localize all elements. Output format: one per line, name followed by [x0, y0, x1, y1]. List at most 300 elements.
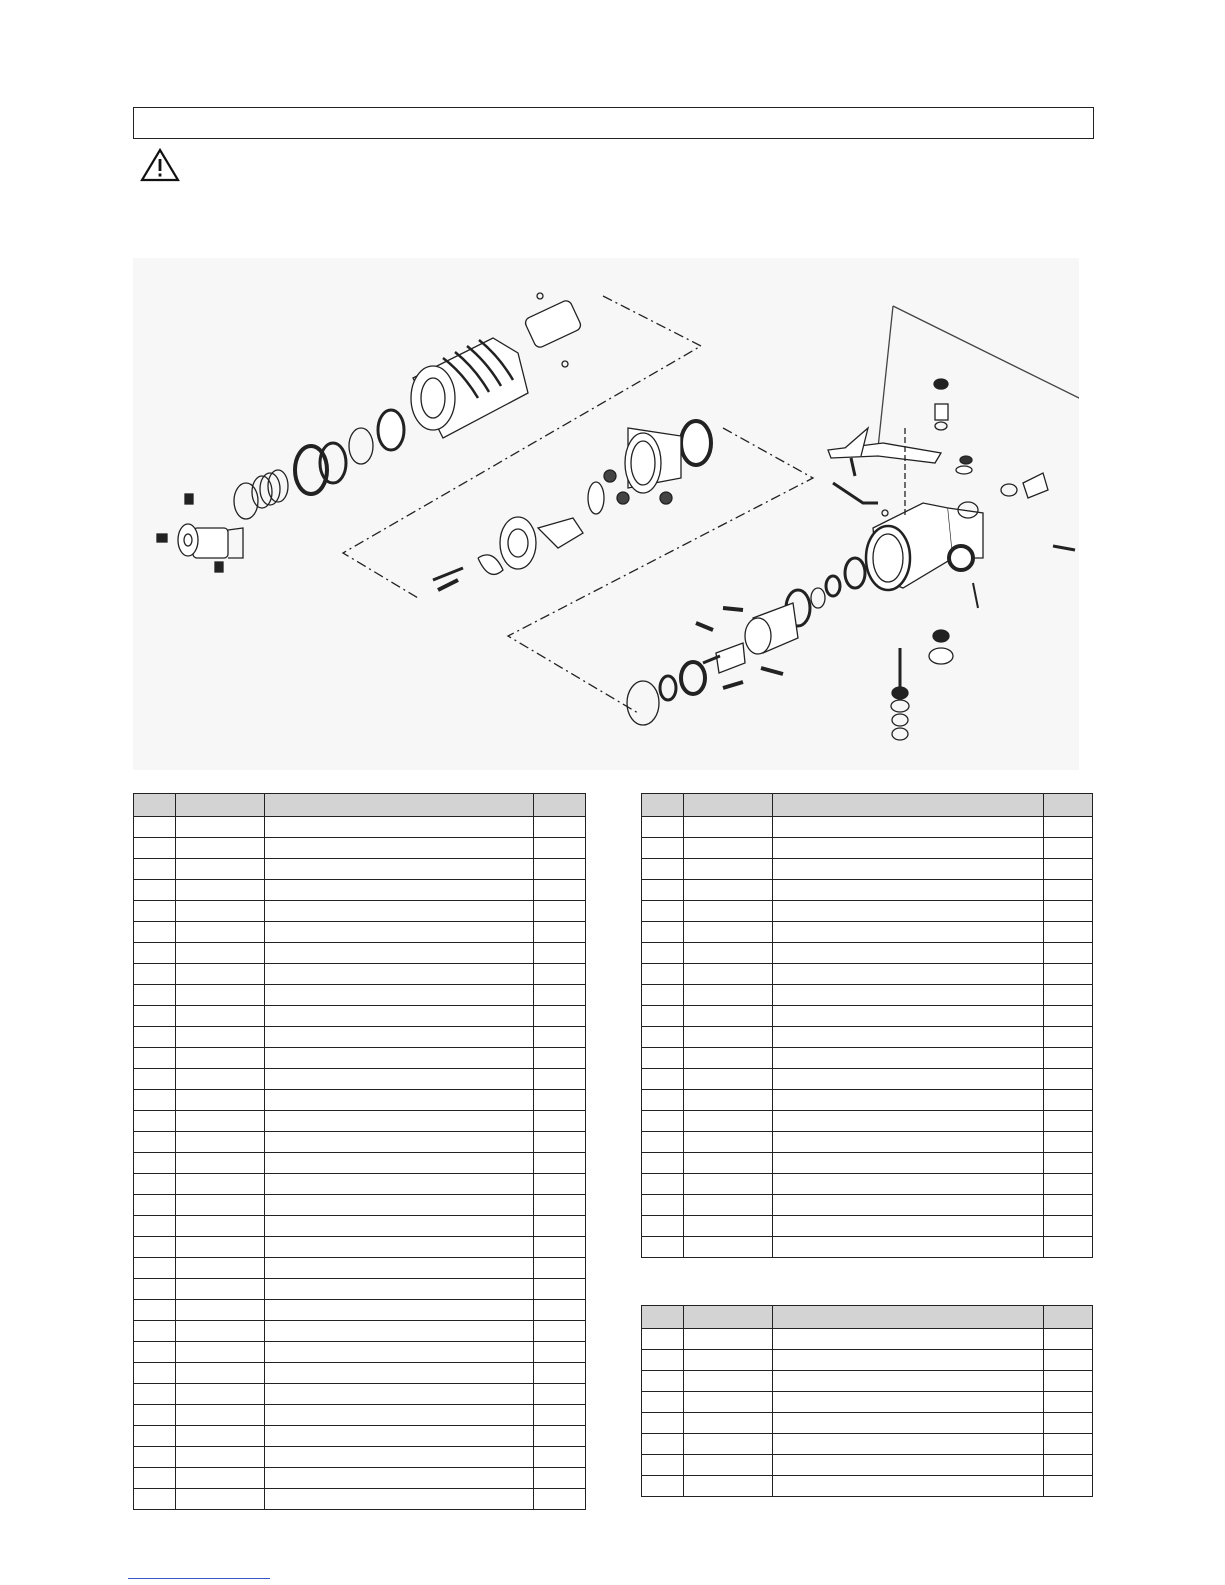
- table-row: [642, 838, 1093, 859]
- table-cell: [642, 838, 684, 859]
- table-cell: [773, 964, 1044, 985]
- table-cell: [684, 1174, 773, 1195]
- table-cell: [642, 1455, 684, 1476]
- table-cell: [1044, 1237, 1093, 1258]
- table-cell: [684, 1434, 773, 1455]
- table-cell: [534, 1426, 586, 1447]
- table-cell: [684, 859, 773, 880]
- table-cell: [134, 1258, 176, 1279]
- table-row: [642, 901, 1093, 922]
- table-cell: [176, 964, 265, 985]
- table-cell: [773, 1455, 1044, 1476]
- link-underline: [128, 1578, 270, 1579]
- table-cell: [642, 1132, 684, 1153]
- table-cell: [534, 1321, 586, 1342]
- table-row: [134, 817, 586, 838]
- table-row: [134, 1069, 586, 1090]
- table-row: [642, 1006, 1093, 1027]
- table-row: [134, 901, 586, 922]
- table-header: [134, 794, 586, 817]
- table-cell: [773, 1090, 1044, 1111]
- table-cell: [773, 922, 1044, 943]
- table-cell: [642, 901, 684, 922]
- table-cell: [176, 817, 265, 838]
- table-cell: [684, 1413, 773, 1434]
- table-cell: [134, 1384, 176, 1405]
- table-cell: [534, 1132, 586, 1153]
- table-cell: [265, 880, 534, 901]
- table-cell: [265, 1006, 534, 1027]
- table-cell: [684, 1455, 773, 1476]
- table-cell: [134, 1006, 176, 1027]
- table-row: [642, 817, 1093, 838]
- table-cell: [773, 880, 1044, 901]
- table-cell: [773, 1216, 1044, 1237]
- table-cell: [684, 880, 773, 901]
- table-cell: [1044, 1174, 1093, 1195]
- table-cell: [265, 1258, 534, 1279]
- table-cell: [134, 1489, 176, 1510]
- table-row: [642, 1413, 1093, 1434]
- table-cell: [684, 1132, 773, 1153]
- table-cell: [1044, 1434, 1093, 1455]
- table-cell: [1044, 1048, 1093, 1069]
- table-row: [642, 964, 1093, 985]
- table-cell: [684, 1111, 773, 1132]
- table-cell: [642, 1006, 684, 1027]
- table-row: [134, 859, 586, 880]
- table-cell: [176, 1237, 265, 1258]
- table-cell: [642, 1371, 684, 1392]
- table-row: [134, 985, 586, 1006]
- table-cell: [134, 817, 176, 838]
- table-cell: [1044, 1195, 1093, 1216]
- table-cell: [534, 838, 586, 859]
- table-row: [134, 1153, 586, 1174]
- table-cell: [265, 1447, 534, 1468]
- table-row: [642, 1216, 1093, 1237]
- table-cell: [534, 1447, 586, 1468]
- table-cell: [1044, 901, 1093, 922]
- table-cell: [265, 1384, 534, 1405]
- table-row: [642, 1153, 1093, 1174]
- table-row: [134, 1363, 586, 1384]
- table-cell: [773, 1350, 1044, 1371]
- table-cell: [534, 859, 586, 880]
- table-cell: [534, 1468, 586, 1489]
- table-row: [134, 1237, 586, 1258]
- table-cell: [176, 922, 265, 943]
- table-header: [642, 1306, 1093, 1329]
- table-cell: [773, 1476, 1044, 1497]
- table-cell: [773, 1237, 1044, 1258]
- table-cell: [1044, 1413, 1093, 1434]
- table-cell: [265, 1069, 534, 1090]
- table-cell: [134, 1468, 176, 1489]
- table-cell: [134, 1069, 176, 1090]
- table-cell: [684, 943, 773, 964]
- table-cell: [176, 838, 265, 859]
- table-cell: [1044, 1027, 1093, 1048]
- table-cell: [534, 1027, 586, 1048]
- table-cell: [176, 1384, 265, 1405]
- table-cell: [642, 1027, 684, 1048]
- table-cell: [265, 859, 534, 880]
- table-cell: [134, 922, 176, 943]
- table-row: [642, 859, 1093, 880]
- table-cell: [534, 964, 586, 985]
- table-cell: [642, 1237, 684, 1258]
- table-cell: [534, 1237, 586, 1258]
- table-cell: [773, 985, 1044, 1006]
- table-cell: [684, 1006, 773, 1027]
- table-cell: [176, 1090, 265, 1111]
- table-row: [642, 1476, 1093, 1497]
- table-row: [134, 1405, 586, 1426]
- table-cell: [684, 1069, 773, 1090]
- table-cell: [642, 1174, 684, 1195]
- table-cell: [642, 1153, 684, 1174]
- table-cell: [534, 922, 586, 943]
- table-cell: [265, 964, 534, 985]
- table-cell: [134, 964, 176, 985]
- table-row: [134, 1027, 586, 1048]
- table-cell: [534, 1342, 586, 1363]
- table-cell: [176, 1447, 265, 1468]
- table-cell: [176, 1027, 265, 1048]
- table-cell: [265, 1048, 534, 1069]
- table-row: [642, 1392, 1093, 1413]
- table-cell: [176, 1426, 265, 1447]
- table-cell: [1044, 838, 1093, 859]
- table-cell: [176, 943, 265, 964]
- table-cell: [534, 1090, 586, 1111]
- table-cell: [534, 1279, 586, 1300]
- table-cell: [773, 1434, 1044, 1455]
- table-cell: [176, 1300, 265, 1321]
- table-cell: [265, 1174, 534, 1195]
- table-cell: [773, 1048, 1044, 1069]
- table-cell: [642, 1476, 684, 1497]
- table-row: [134, 1006, 586, 1027]
- table-cell: [176, 901, 265, 922]
- table-row: [642, 880, 1093, 901]
- table-row: [134, 1468, 586, 1489]
- table-cell: [642, 1216, 684, 1237]
- table-cell: [1044, 1392, 1093, 1413]
- table-cell: [1044, 1350, 1093, 1371]
- table-cell: [265, 1321, 534, 1342]
- table-cell: [1044, 985, 1093, 1006]
- table-cell: [134, 1174, 176, 1195]
- table-cell: [773, 1132, 1044, 1153]
- table-cell: [1044, 1090, 1093, 1111]
- table-cell: [1044, 943, 1093, 964]
- table-cell: [773, 817, 1044, 838]
- table-cell: [773, 1329, 1044, 1350]
- table-cell: [176, 1216, 265, 1237]
- table-cell: [773, 1006, 1044, 1027]
- table-row: [642, 1350, 1093, 1371]
- table-cell: [684, 1392, 773, 1413]
- table-cell: [773, 1371, 1044, 1392]
- table-cell: [265, 1426, 534, 1447]
- table-cell: [134, 1090, 176, 1111]
- table-cell: [265, 817, 534, 838]
- table-cell: [134, 859, 176, 880]
- table-cell: [134, 985, 176, 1006]
- table-cell: [642, 922, 684, 943]
- table-row: [134, 1447, 586, 1468]
- table-cell: [534, 1048, 586, 1069]
- table-cell: [265, 1132, 534, 1153]
- table-cell: [642, 964, 684, 985]
- table-cell: [642, 1350, 684, 1371]
- table-cell: [265, 1153, 534, 1174]
- table-cell: [134, 1195, 176, 1216]
- table-cell: [684, 1195, 773, 1216]
- table-row: [642, 943, 1093, 964]
- table-cell: [134, 1048, 176, 1069]
- table-cell: [265, 1363, 534, 1384]
- table-cell: [265, 1468, 534, 1489]
- table-cell: [1044, 817, 1093, 838]
- table-cell: [534, 1300, 586, 1321]
- warning-triangle-icon: [140, 148, 180, 182]
- table-cell: [684, 1216, 773, 1237]
- table-cell: [773, 943, 1044, 964]
- table-cell: [684, 901, 773, 922]
- table-cell: [642, 1434, 684, 1455]
- parts-table-left: [133, 793, 586, 1510]
- table-cell: [684, 985, 773, 1006]
- table-cell: [265, 901, 534, 922]
- table-cell: [534, 1216, 586, 1237]
- table-cell: [134, 1111, 176, 1132]
- table-cell: [176, 1489, 265, 1510]
- title-box: [133, 107, 1094, 139]
- table-row: [134, 1489, 586, 1510]
- table-cell: [1044, 1329, 1093, 1350]
- parts-table-right-top: [641, 793, 1093, 1258]
- table-cell: [684, 1371, 773, 1392]
- table-cell: [134, 1405, 176, 1426]
- table-cell: [684, 964, 773, 985]
- table-cell: [265, 922, 534, 943]
- table-row: [134, 1300, 586, 1321]
- table-cell: [1044, 1153, 1093, 1174]
- table-cell: [534, 1111, 586, 1132]
- table-cell: [176, 1279, 265, 1300]
- table-cell: [684, 922, 773, 943]
- table-cell: [134, 1363, 176, 1384]
- table-row: [134, 1342, 586, 1363]
- table-cell: [265, 1090, 534, 1111]
- table-cell: [1044, 880, 1093, 901]
- table-cell: [1044, 1006, 1093, 1027]
- table-cell: [134, 1447, 176, 1468]
- table-cell: [534, 985, 586, 1006]
- table-row: [642, 1174, 1093, 1195]
- table-cell: [773, 1027, 1044, 1048]
- table-cell: [176, 1405, 265, 1426]
- table-cell: [134, 1153, 176, 1174]
- table-cell: [265, 1300, 534, 1321]
- table-cell: [176, 1195, 265, 1216]
- table-row: [134, 1321, 586, 1342]
- exploded-view-diagram: [133, 258, 1079, 770]
- table-cell: [534, 1405, 586, 1426]
- table-row: [642, 1027, 1093, 1048]
- table-cell: [534, 1174, 586, 1195]
- table-cell: [1044, 964, 1093, 985]
- table-cell: [773, 1195, 1044, 1216]
- table-cell: [684, 1237, 773, 1258]
- table-cell: [773, 1413, 1044, 1434]
- table-cell: [642, 1329, 684, 1350]
- table-cell: [134, 1132, 176, 1153]
- table-row: [134, 1195, 586, 1216]
- table-cell: [684, 1027, 773, 1048]
- table-row: [642, 1069, 1093, 1090]
- table-cell: [1044, 1132, 1093, 1153]
- table-row: [134, 1132, 586, 1153]
- table-row: [134, 880, 586, 901]
- table-cell: [265, 1237, 534, 1258]
- table-row: [642, 922, 1093, 943]
- table-row: [642, 1455, 1093, 1476]
- table-cell: [176, 1153, 265, 1174]
- table-cell: [265, 1027, 534, 1048]
- table-cell: [134, 1237, 176, 1258]
- table-cell: [684, 1090, 773, 1111]
- table-cell: [642, 1048, 684, 1069]
- table-header: [642, 794, 1093, 817]
- table-cell: [534, 1153, 586, 1174]
- table-row: [134, 838, 586, 859]
- table-row: [642, 1329, 1093, 1350]
- table-cell: [642, 943, 684, 964]
- table-cell: [176, 1258, 265, 1279]
- table-cell: [642, 1195, 684, 1216]
- table-cell: [265, 1342, 534, 1363]
- table-row: [642, 1048, 1093, 1069]
- table-cell: [176, 859, 265, 880]
- table-row: [642, 985, 1093, 1006]
- table-cell: [134, 1216, 176, 1237]
- table-row: [134, 1111, 586, 1132]
- table-cell: [534, 817, 586, 838]
- table-cell: [265, 1489, 534, 1510]
- table-cell: [534, 943, 586, 964]
- table-cell: [1044, 859, 1093, 880]
- table-cell: [1044, 922, 1093, 943]
- table-row: [134, 1426, 586, 1447]
- table-cell: [534, 901, 586, 922]
- table-cell: [176, 1174, 265, 1195]
- table-row: [134, 1048, 586, 1069]
- table-row: [134, 964, 586, 985]
- table-cell: [684, 1350, 773, 1371]
- table-cell: [534, 1384, 586, 1405]
- table-row: [134, 922, 586, 943]
- table-row: [642, 1237, 1093, 1258]
- table-cell: [265, 1216, 534, 1237]
- table-cell: [1044, 1476, 1093, 1497]
- table-cell: [642, 1392, 684, 1413]
- table-row: [642, 1195, 1093, 1216]
- table-cell: [134, 1426, 176, 1447]
- table-cell: [684, 1329, 773, 1350]
- table-cell: [773, 838, 1044, 859]
- table-cell: [176, 1048, 265, 1069]
- table-row: [134, 1384, 586, 1405]
- table-cell: [534, 1195, 586, 1216]
- table-cell: [684, 817, 773, 838]
- table-cell: [134, 1342, 176, 1363]
- table-cell: [1044, 1111, 1093, 1132]
- table-cell: [265, 985, 534, 1006]
- table-cell: [642, 985, 684, 1006]
- table-cell: [534, 1489, 586, 1510]
- table-cell: [265, 838, 534, 859]
- table-cell: [176, 1363, 265, 1384]
- table-cell: [1044, 1455, 1093, 1476]
- table-row: [134, 1279, 586, 1300]
- table-row: [134, 1090, 586, 1111]
- table-cell: [134, 1027, 176, 1048]
- table-row: [642, 1132, 1093, 1153]
- table-cell: [176, 1468, 265, 1489]
- table-cell: [176, 880, 265, 901]
- table-cell: [265, 1111, 534, 1132]
- table-cell: [642, 1069, 684, 1090]
- table-cell: [642, 1413, 684, 1434]
- table-cell: [684, 1048, 773, 1069]
- table-row: [134, 943, 586, 964]
- table-cell: [773, 901, 1044, 922]
- table-cell: [773, 1153, 1044, 1174]
- table-cell: [534, 1006, 586, 1027]
- table-cell: [134, 1279, 176, 1300]
- table-cell: [534, 1069, 586, 1090]
- table-cell: [134, 901, 176, 922]
- table-cell: [642, 1111, 684, 1132]
- table-cell: [684, 838, 773, 859]
- table-cell: [176, 1321, 265, 1342]
- table-cell: [642, 880, 684, 901]
- table-cell: [176, 1006, 265, 1027]
- table-cell: [265, 943, 534, 964]
- table-cell: [773, 1392, 1044, 1413]
- parts-table-right-bottom: [641, 1305, 1093, 1497]
- table-cell: [176, 1132, 265, 1153]
- table-cell: [773, 1174, 1044, 1195]
- table-cell: [1044, 1371, 1093, 1392]
- table-cell: [176, 1069, 265, 1090]
- table-row: [642, 1371, 1093, 1392]
- table-row: [642, 1090, 1093, 1111]
- table-cell: [134, 880, 176, 901]
- table-cell: [134, 1321, 176, 1342]
- table-cell: [642, 859, 684, 880]
- table-cell: [176, 985, 265, 1006]
- table-cell: [773, 1069, 1044, 1090]
- table-cell: [642, 1090, 684, 1111]
- table-row: [642, 1111, 1093, 1132]
- table-cell: [265, 1405, 534, 1426]
- table-cell: [176, 1342, 265, 1363]
